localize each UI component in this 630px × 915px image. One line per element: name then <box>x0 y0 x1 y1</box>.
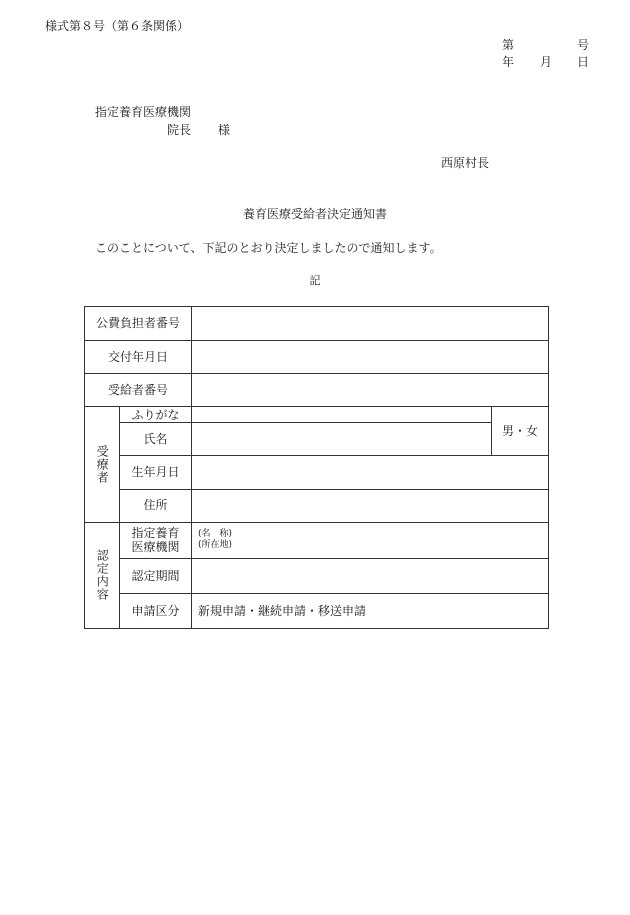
date-day: 日 <box>577 55 590 69</box>
address-label: 住所 <box>120 489 192 522</box>
addressee-organization: 指定養育医療機関 <box>95 105 192 119</box>
date-month: 月 <box>540 55 553 69</box>
institution-label-line1: 指定養育 <box>131 525 180 540</box>
recipient-number-label: 受給者番号 <box>85 374 192 407</box>
recipient-number-field[interactable] <box>192 374 549 407</box>
public-payer-number-label: 公費負担者番号 <box>85 307 192 341</box>
sex-options[interactable]: 男・女 <box>492 407 549 456</box>
address-field[interactable] <box>192 489 549 522</box>
institution-label-line2: 医療機関 <box>131 540 180 555</box>
institution-location-hint: (所在地) <box>198 540 233 551</box>
issuer: 西原村長 <box>441 156 490 170</box>
institution-name-hint: (名 称) <box>198 529 233 540</box>
form-number: 様式第８号（第６条関係） <box>45 19 190 33</box>
birth-date-label: 生年月日 <box>120 456 192 489</box>
period-field[interactable] <box>192 558 549 593</box>
issue-date-label: 交付年月日 <box>85 341 192 374</box>
ki-marker: 記 <box>309 274 321 287</box>
document-number-suffix: 号 <box>577 38 590 52</box>
furigana-label: ふりがな <box>120 407 192 423</box>
application-type-label: 申請区分 <box>120 593 192 628</box>
birth-date-field[interactable] <box>192 456 549 489</box>
issue-date-field[interactable] <box>192 341 549 374</box>
certification-group-label: 認定内容 <box>85 522 120 628</box>
addressee-honorific: 様 <box>218 123 231 137</box>
name-field[interactable] <box>192 423 492 456</box>
addressee-title: 院長 <box>167 123 192 137</box>
public-payer-number-field[interactable] <box>192 307 549 341</box>
document-number-prefix: 第 <box>502 38 515 52</box>
name-label: 氏名 <box>120 423 192 456</box>
certification-table <box>84 306 549 629</box>
institution-field[interactable] <box>192 522 549 558</box>
period-label: 認定期間 <box>120 558 192 593</box>
institution-label <box>120 522 192 558</box>
date-year: 年 <box>502 55 515 69</box>
patient-group-label: 受療者 <box>85 407 120 522</box>
document-title: 養育医療受給者決定通知書 <box>242 207 387 221</box>
application-type-options[interactable]: 新規申請・継続申請・移送申請 <box>192 593 549 628</box>
body-text: このことについて、下記のとおり決定しましたので通知します。 <box>95 241 442 255</box>
furigana-field[interactable] <box>192 407 492 423</box>
